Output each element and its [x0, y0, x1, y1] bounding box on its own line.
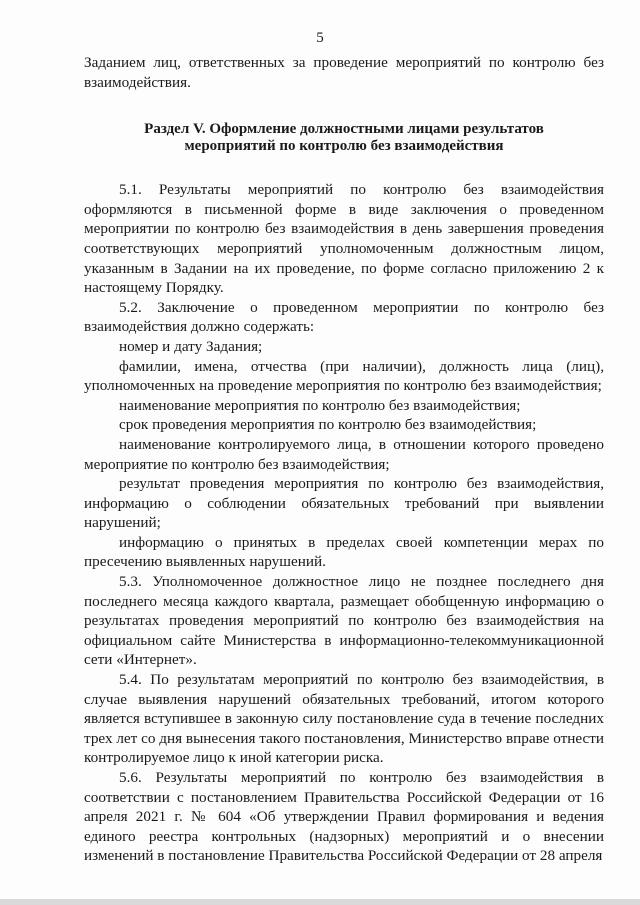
- section-title-line-2: мероприятий по контролю без взаимодействия: [184, 138, 504, 155]
- document-body: [84, 53, 604, 866]
- paragraph-5-3: 5.3. Уполномоченное должностное лицо не позднее последнего дня последнего месяца каждого квартала, размещает обобщенную информацию о результатах проведения мероприятий по контролю без взаимодействия на официальном сайте Министерства в информационно-телекоммуникационной сети «Интернет».: [84, 573, 604, 669]
- paragraph-5-6: 5.6. Результаты мероприятий по контролю без взаимодействия в соответствии с постановлением Правительства Российской Федерации от 16 апреля 2021 г. № 604 «Об утверждении Правил формирования и ведения единого реестра контрольных (надзорных) мероприятий и о внесении изменений в постановление Правительства Российской Федерации от 28 апреля: [84, 769, 604, 865]
- section-title-line-1: Раздел V. Оформление должностными лицами результатов: [144, 121, 544, 138]
- section-title: [84, 121, 604, 155]
- list-item: наименование мероприятия по контролю без взаимодействия;: [119, 396, 521, 414]
- paragraph-5-1: 5.1. Результаты мероприятий по контролю без взаимодействия оформляются в письменной форме в виде заключения о проведенном мероприятии по контролю без взаимодействия в день завершения проведения соответствующих мероприятий уполномоченным должностным лицом, указанным в Задании на их проведение, по форме согласно приложению 2 к настоящему Порядку.: [84, 181, 604, 297]
- page-number: 5: [316, 30, 324, 46]
- list-item: наименование контролируемого лица, в отношении которого проведено мероприятие по контролю без взаимодействия;: [84, 435, 604, 473]
- paragraph-5-4: 5.4. По результатам мероприятий по контролю без взаимодействия, в случае выявления нарушений обязательных требований, итогом которого является вступившее в законную силу постановление суда в течение последних трех лет со дня вынесения такого постановления, Министерство вправе отнести контролируемое лицо к иной категории риска.: [84, 671, 604, 767]
- scan-bottom-edge: [0, 899, 640, 905]
- list-item: срок проведения мероприятия по контролю без взаимодействия;: [119, 416, 537, 434]
- list-item: номер и дату Задания;: [119, 337, 263, 355]
- paragraph-5-2: 5.2. Заключение о проведенном мероприятии по контролю без взаимодействия должно содержать:: [84, 298, 604, 336]
- list-item: информацию о принятых в пределах своей компетенции мерах по пресечению выявленных нарушений.: [84, 533, 604, 571]
- list-item: результат проведения мероприятия по контролю без взаимодействия, информацию о соблюдении обязательных требований при выявлении нарушений;: [84, 475, 604, 532]
- intro-paragraph: Заданием лиц, ответственных за проведение мероприятий по контролю без взаимодействия.: [84, 54, 604, 91]
- list-item: фамилии, имена, отчества (при наличии), должность лица (лиц), уполномоченных на проведение мероприятия по контролю без взаимодействия;: [84, 357, 604, 395]
